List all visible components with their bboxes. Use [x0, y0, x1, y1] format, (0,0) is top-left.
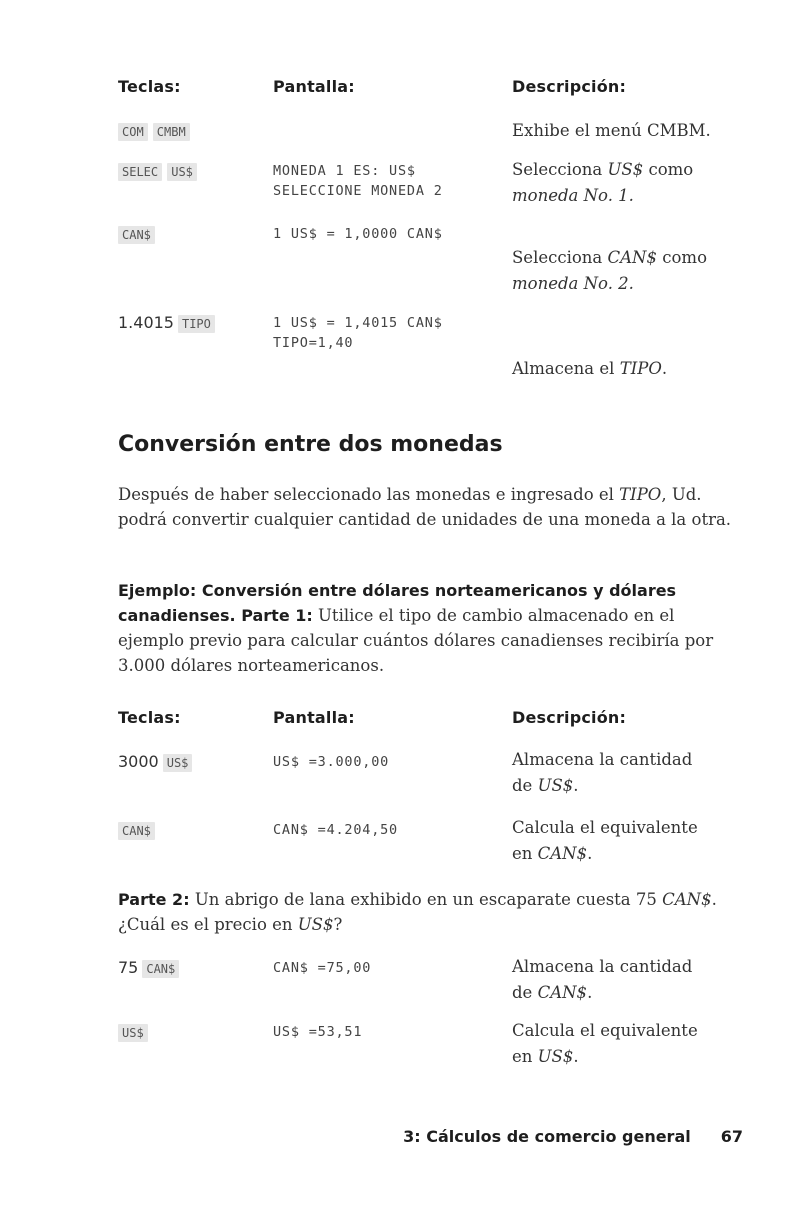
key-can: CAN$ [118, 226, 155, 244]
key-selec: SELEC [118, 163, 162, 181]
key-us: US$ [163, 754, 193, 772]
key-tipo: TIPO [178, 315, 215, 333]
key-can: CAN$ [118, 822, 155, 840]
desc-row-2: Selecciona US$ como moneda No. 1. [512, 160, 694, 205]
document-page [118, 0, 743, 1218]
keys-row-1 [118, 121, 190, 141]
key-us: US$ [167, 163, 197, 181]
display-row-4: 1 US$ = 1,4015 CAN$ TIPO=1,40 [273, 315, 443, 351]
part2-paragraph: Parte 2: Un abrigo de lana exhibido en un escaparate cuesta 75 CAN$. ¿Cuál es el precio en US$? [118, 890, 717, 934]
display-t3-row-2: US$ =53,51 [273, 1024, 363, 1040]
desc-t3-row-1: Almacena la cantidad de CAN$. [512, 957, 693, 1002]
header-keys: Teclas: [118, 77, 181, 96]
desc-row-4: Almacena el TIPO. [512, 359, 668, 378]
keys-t3-row-2 [118, 1022, 148, 1042]
chapter-title: 3: Cálculos de comercio general [403, 1127, 691, 1146]
desc-t2-row-2: Calcula el equivalente en CAN$. [512, 818, 698, 863]
page-number: 67 [720, 1127, 743, 1146]
section-title: Conversión entre dos monedas [118, 432, 503, 457]
display-t2-row-1: US$ =3.000,00 [273, 754, 390, 770]
header-description: Descripción: [512, 77, 627, 96]
keys-row-2 [118, 161, 197, 181]
desc-row-1: Exhibe el menú CMBM. [512, 121, 711, 140]
key-cmbm: CMBM [153, 123, 190, 141]
header-description-2: Descripción: [512, 708, 627, 727]
intro-paragraph: Después de haber seleccionado las monedas e ingresado el TIPO, Ud. podrá convertir cualquier cantidad de unidades de una moneda a la otra. [118, 485, 732, 529]
desc-t3-row-2: Calcula el equivalente en US$. [512, 1021, 698, 1066]
display-t3-row-1: CAN$ =75,00 [273, 960, 372, 976]
example-paragraph: Ejemplo: Conversión entre dólares norteamericanos y dólares canadienses. Parte 1: Utilice el tipo de cambio almacenado en el ejemplo previo para calcular cuántos dólares canadienses recibiría por 3.000 dólares norteamericanos. [118, 581, 714, 675]
key-can: CAN$ [142, 960, 179, 978]
header-display: Pantalla: [273, 77, 355, 96]
keys-t2-row-2 [118, 820, 155, 840]
display-row-2: MONEDA 1 ES: US$ SELECCIONE MONEDA 2 [273, 163, 443, 199]
keys-t3-row-1: 75 CAN$ [118, 958, 179, 978]
header-keys-2: Teclas: [118, 708, 181, 727]
key-us: US$ [118, 1024, 148, 1042]
key-com: COM [118, 123, 148, 141]
keys-row-3 [118, 224, 155, 244]
page-footer [403, 1127, 743, 1146]
desc-row-3: Selecciona CAN$ como moneda No. 2. [512, 248, 707, 293]
desc-t2-row-1: Almacena la cantidad de US$. [512, 750, 693, 795]
header-display-2: Pantalla: [273, 708, 355, 727]
keys-t2-row-1: 3000 US$ [118, 752, 192, 772]
display-row-3: 1 US$ = 1,0000 CAN$ [273, 226, 443, 242]
keys-row-4: 1.4015 TIPO [118, 313, 215, 333]
display-t2-row-2: CAN$ =4.204,50 [273, 822, 398, 838]
